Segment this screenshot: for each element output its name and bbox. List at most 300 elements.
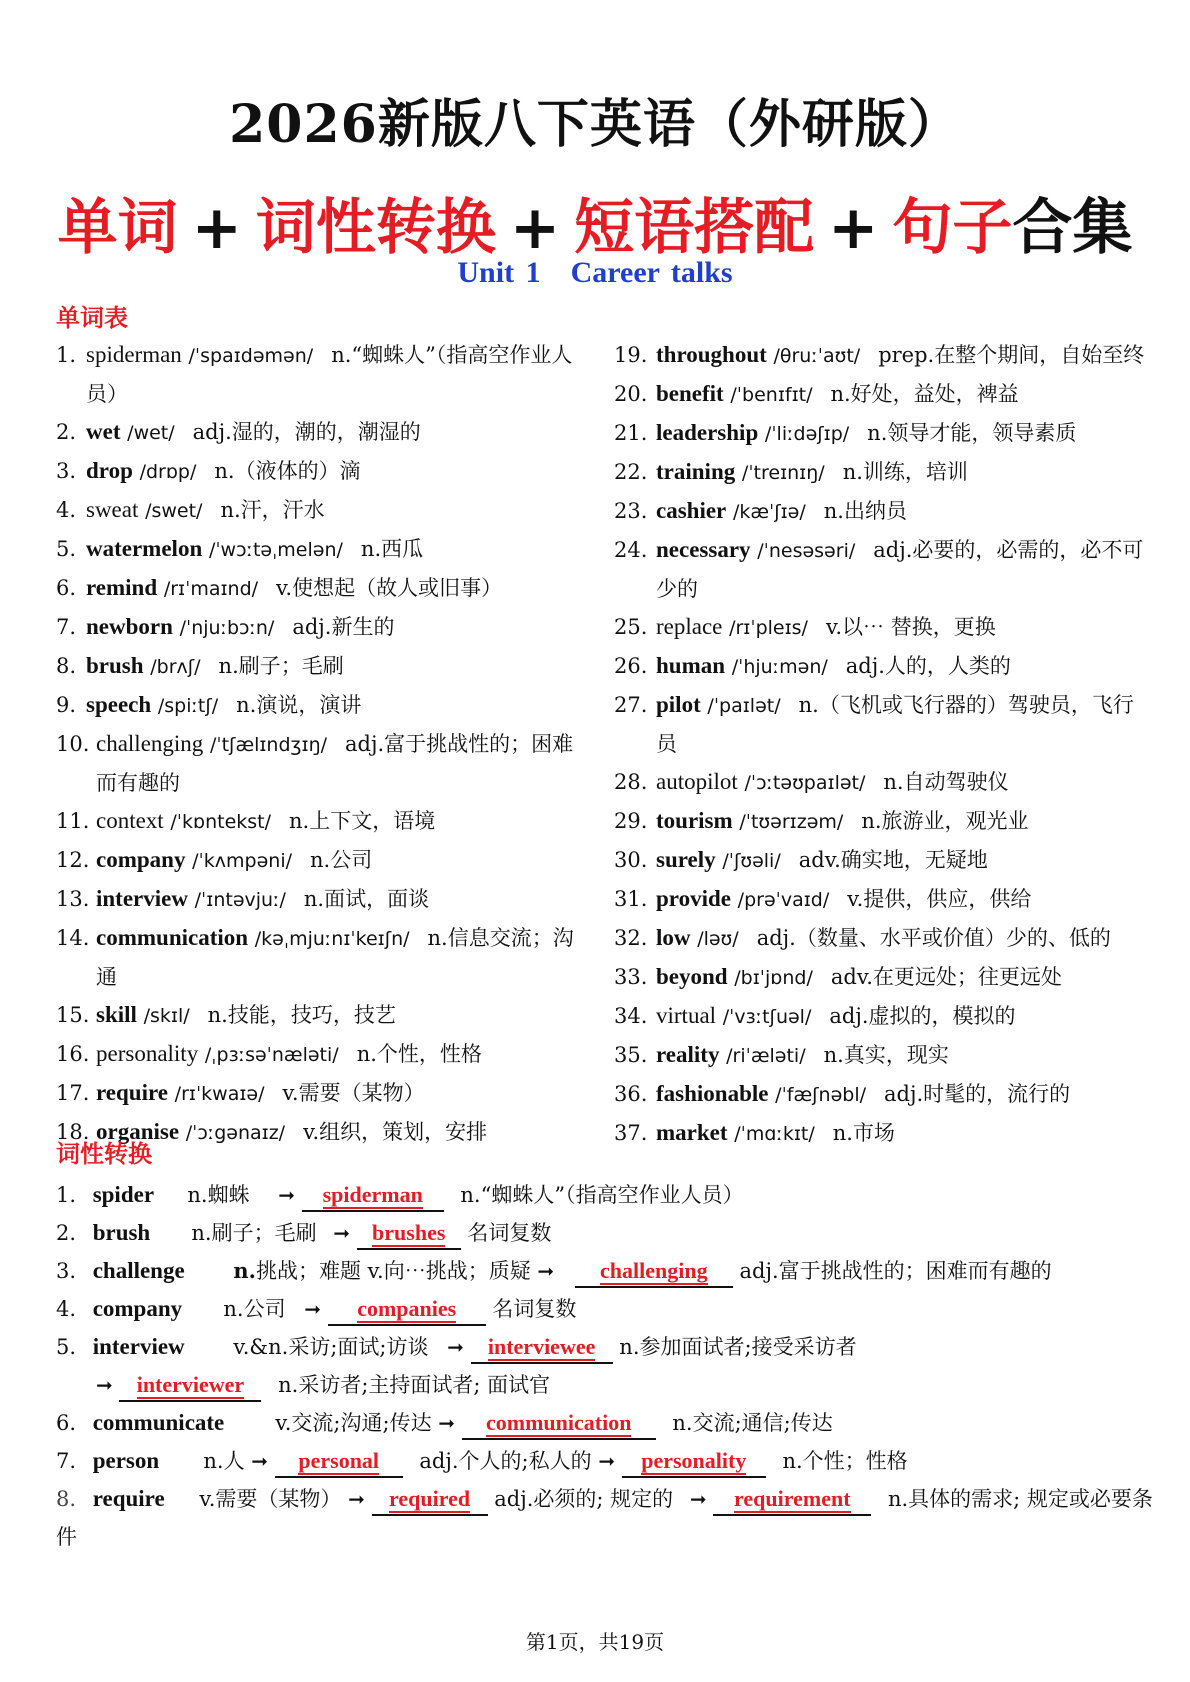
- vocab-entry: [656, 802, 1154, 841]
- vocab-entry: [656, 919, 1154, 958]
- item-number: 4.: [56, 498, 77, 522]
- answer-blank: [372, 1484, 488, 1516]
- arrow-icon: ➞: [333, 1221, 351, 1245]
- vocab-item: [614, 841, 1154, 880]
- answer-blank: [622, 1446, 766, 1478]
- vocab-phonetic: /ˈnjuːbɔːn/: [179, 617, 275, 639]
- item-number: 30.: [614, 848, 648, 872]
- item-number: 24.: [614, 538, 648, 562]
- vocab-definition: adj.新生的: [292, 615, 395, 639]
- wordform-definition: n.蜘蛛: [187, 1183, 250, 1207]
- vocab-entry: [656, 841, 1154, 880]
- vocab-item: [614, 802, 1154, 841]
- wordform-section-heading: 词性转换: [56, 1140, 152, 1168]
- wordform-list: [56, 1176, 1156, 1556]
- wordform-base-word: company: [92, 1296, 183, 1321]
- item-number: 19.: [614, 343, 648, 367]
- arrow-icon: ➞: [251, 1449, 269, 1473]
- item-number: 22.: [614, 460, 648, 484]
- answer-blank: [575, 1256, 733, 1288]
- item-number: 12.: [56, 848, 90, 872]
- wordform-tail: n.采访者;主持面试者; 面试官: [278, 1373, 551, 1397]
- vocab-word: personality: [96, 1041, 199, 1066]
- vocab-word: benefit: [656, 381, 724, 406]
- answer-text: spiderman: [322, 1182, 423, 1207]
- vocab-definition: n.（液体的）滴: [214, 459, 361, 483]
- vocab-phonetic: /ˈliːdəʃɪp/: [764, 423, 850, 445]
- item-number: 16.: [56, 1042, 90, 1066]
- vocab-entry: [86, 413, 586, 452]
- vocab-phonetic: /ˈɪntəvjuː/: [194, 889, 286, 911]
- vocab-entry: [656, 414, 1154, 453]
- vocab-entry: [96, 880, 586, 919]
- item-number: 2.: [56, 420, 77, 444]
- vocab-phonetic: /ˈtreɪnɪŋ/: [741, 462, 825, 484]
- vocab-item: [614, 531, 1154, 608]
- wordform-item-continued: [56, 1366, 1156, 1404]
- vocab-definition: n.“蜘蛛人”（指高空作业人员）: [86, 343, 573, 406]
- vocab-item: [56, 1035, 586, 1074]
- vocab-item: [56, 725, 586, 802]
- answer-text: challenging: [600, 1258, 708, 1283]
- answer-blank: [713, 1484, 871, 1516]
- wordform-tail: adj.富于挑战性的；困难而有趣的: [739, 1259, 1052, 1283]
- item-number: 15.: [56, 1003, 90, 1027]
- wordform-definition: v.交流;沟通;传达: [275, 1411, 432, 1435]
- vocab-entry: [86, 491, 586, 530]
- vocab-item: [614, 608, 1154, 647]
- item-number: 3.: [56, 459, 77, 483]
- vocab-word: reality: [656, 1042, 720, 1067]
- vocab-phonetic: /ˈʃʊəli/: [722, 850, 781, 872]
- wordform-item: [56, 1328, 1156, 1366]
- vocab-word: require: [96, 1080, 168, 1105]
- vocab-definition: n.好处，益处，裨益: [830, 382, 1019, 406]
- vocab-item: [56, 880, 586, 919]
- vocab-item: [56, 919, 586, 996]
- vocab-entry: [86, 452, 586, 491]
- vocab-phonetic: /swet/: [145, 500, 203, 522]
- vocab-definition: adj.虚拟的，模拟的: [829, 1004, 1016, 1028]
- vocab-word: drop: [86, 458, 133, 483]
- vocab-phonetic: /drɒp/: [139, 461, 197, 483]
- vocab-definition: n.领导才能，领导素质: [867, 421, 1077, 445]
- wordform-tail: n.参加面试者;接受采访者: [619, 1335, 857, 1359]
- vocab-definition: n.训练，培训: [842, 460, 968, 484]
- subtitle-part-phrases: 短语搭配: [574, 193, 815, 263]
- vocab-entry: [656, 1036, 1154, 1075]
- document-title: 2026新版八下英语（外研版）: [229, 94, 961, 155]
- answer-text: companies: [357, 1296, 457, 1321]
- vocab-phonetic: /prəˈvaɪd/: [737, 889, 830, 911]
- item-number: 25.: [614, 615, 648, 639]
- vocab-word: throughout: [656, 342, 767, 367]
- wordform-tail: 名词复数: [467, 1221, 552, 1245]
- answer-text: personality: [641, 1448, 747, 1473]
- item-number: 26.: [614, 654, 648, 678]
- answer-blank: [357, 1218, 461, 1250]
- vocab-phonetic: /ləʊ/: [697, 928, 739, 950]
- vocab-list-left: [56, 336, 586, 1152]
- unit-heading: [0, 256, 1190, 290]
- item-number: 5.: [56, 537, 77, 561]
- item-number: 32.: [614, 926, 648, 950]
- item-number: 28.: [614, 770, 648, 794]
- vocab-item: [56, 608, 586, 647]
- wordform-definition: n.公司: [223, 1297, 286, 1321]
- vocab-word: fashionable: [656, 1081, 769, 1106]
- vocab-phonetic: /brʌʃ/: [150, 656, 201, 678]
- vocab-definition: n.旅游业，观光业: [861, 809, 1029, 833]
- vocab-word: spiderman: [86, 342, 182, 367]
- vocab-word: watermelon: [86, 536, 203, 561]
- vocab-item: [56, 569, 586, 608]
- wordform-base-word: communicate: [92, 1410, 225, 1435]
- vocab-word: interview: [96, 886, 188, 911]
- arrow-icon: ➞: [348, 1487, 365, 1511]
- vocab-word: market: [656, 1120, 728, 1145]
- answer-text: required: [389, 1486, 471, 1511]
- wordform-item: [56, 1404, 1156, 1442]
- vocab-item: [614, 453, 1154, 492]
- vocab-item: [614, 1075, 1154, 1114]
- vocab-phonetic: /kəˌmjuːnɪˈkeɪʃn/: [254, 928, 410, 950]
- vocab-word: speech: [86, 692, 152, 717]
- vocab-word: skill: [96, 1002, 137, 1027]
- unit-name: Career talks: [570, 256, 733, 289]
- vocab-phonetic: /θruːˈaʊt/: [773, 345, 861, 367]
- vocab-phonetic: /ˈhjuːmən/: [731, 656, 828, 678]
- subtitle-plus-1: +: [191, 193, 242, 263]
- vocab-word: low: [656, 925, 691, 950]
- vocab-definition: n.上下文，语境: [289, 809, 436, 833]
- vocab-item: [614, 414, 1154, 453]
- unit-label: Unit 1: [457, 256, 541, 289]
- vocab-entry: [656, 647, 1154, 686]
- vocab-word: communication: [96, 925, 249, 950]
- vocab-word: training: [656, 459, 736, 484]
- vocab-word: leadership: [656, 420, 759, 445]
- vocab-definition: v.以⋯ 替换，更换: [825, 615, 996, 639]
- item-number: 29.: [614, 809, 648, 833]
- vocab-word: provide: [656, 886, 731, 911]
- wordform-item: [56, 1214, 1156, 1252]
- vocab-entry: [656, 880, 1154, 919]
- vocab-item: [56, 1074, 586, 1113]
- arrow-icon: ➞: [689, 1487, 707, 1511]
- item-number: 33.: [614, 965, 648, 989]
- vocab-phonetic: /rɪˈkwaɪə/: [174, 1083, 265, 1105]
- vocab-phonetic: /skɪl/: [143, 1005, 190, 1027]
- vocab-definition: adj.人的，人类的: [845, 654, 1011, 678]
- wordform-tail: adj.个人的;私人的: [419, 1449, 592, 1473]
- vocab-definition: v.需要（某物）: [282, 1081, 425, 1105]
- vocab-definition: n.面试，面谈: [303, 887, 430, 911]
- wordform-definition: v.&n.采访;面试;访谈: [233, 1335, 429, 1359]
- vocab-phonetic: /riˈæləti/: [726, 1045, 806, 1067]
- vocab-word: brush: [86, 653, 144, 678]
- vocab-phonetic: /bɪˈjɒnd/: [734, 967, 813, 989]
- vocab-entry: [656, 1075, 1154, 1114]
- wordform-item: [56, 1442, 1156, 1480]
- vocab-word: human: [656, 653, 726, 678]
- vocab-phonetic: /ˈbenɪfɪt/: [730, 384, 813, 406]
- vocab-word: context: [96, 808, 164, 833]
- wordform-definition: n.人: [203, 1449, 245, 1473]
- wordform-pos: n.: [233, 1258, 256, 1283]
- item-number: 2.: [56, 1221, 77, 1245]
- item-number: 4.: [56, 1297, 77, 1321]
- vocab-entry: [656, 453, 1154, 492]
- vocab-item: [614, 763, 1154, 802]
- item-number: 17.: [56, 1081, 90, 1105]
- vocab-entry: [656, 492, 1154, 531]
- vocab-entry: [656, 608, 1154, 647]
- arrow-icon: ➞: [598, 1449, 616, 1473]
- item-number: 21.: [614, 421, 648, 445]
- vocab-entry: [86, 530, 586, 569]
- vocab-phonetic: /ˈmɑːkɪt/: [734, 1123, 815, 1145]
- vocab-item: [56, 413, 586, 452]
- item-number: 7.: [56, 615, 77, 639]
- vocab-word: challenging: [96, 731, 204, 756]
- wordform-definition: n.刷子；毛刷: [191, 1221, 317, 1245]
- item-number: 18.: [56, 1120, 90, 1144]
- vocab-entry: [86, 686, 586, 725]
- vocab-definition: n.自动驾驶仪: [883, 770, 1009, 794]
- vocab-word: wet: [86, 419, 121, 444]
- wordform-base-word: require: [92, 1486, 165, 1511]
- item-number: 6.: [56, 576, 77, 600]
- vocab-definition: n.真实，现实: [823, 1043, 949, 1067]
- vocab-phonetic: /ˈɔːtəʊpaɪlət/: [744, 772, 866, 794]
- vocab-definition: n.公司: [310, 848, 373, 872]
- vocab-word: replace: [656, 614, 723, 639]
- subtitle-part-collection: 合集: [1012, 193, 1133, 263]
- vocab-item: [614, 375, 1154, 414]
- vocab-definition: n.西瓜: [360, 537, 424, 561]
- vocab-item: [56, 530, 586, 569]
- vocab-phonetic: /spiːtʃ/: [157, 695, 219, 717]
- vocab-item: [56, 996, 586, 1035]
- vocab-entry: [656, 375, 1154, 414]
- vocab-word: remind: [86, 575, 158, 600]
- wordform-definition: v.需要（某物）: [199, 1487, 342, 1511]
- wordform-base-word: challenge: [92, 1258, 185, 1283]
- vocab-word: tourism: [656, 808, 733, 833]
- vocab-phonetic: /ˈvɜːtʃuəl/: [722, 1006, 812, 1028]
- vocab-definition: n.信息交流；沟通: [96, 926, 574, 989]
- item-number: 34.: [614, 1004, 648, 1028]
- wordform-item: [56, 1480, 1156, 1556]
- vocab-entry: [96, 1113, 586, 1152]
- page-footer: 第1页，共19页: [525, 1630, 665, 1654]
- vocab-definition: n.汗，汗水: [220, 498, 325, 522]
- vocab-definition: v.组织，策划，安排: [303, 1120, 488, 1144]
- wordform-item: [56, 1290, 1156, 1328]
- vocab-word: surely: [656, 847, 716, 872]
- vocab-word: cashier: [656, 498, 727, 523]
- item-number: 14.: [56, 926, 90, 950]
- vocab-item: [56, 802, 586, 841]
- answer-blank: [302, 1180, 444, 1212]
- vocab-phonetic: /ˈkɒntekst/: [170, 811, 272, 833]
- vocab-phonetic: /ˈpaɪlət/: [707, 695, 781, 717]
- vocab-entry: [96, 1035, 586, 1074]
- vocab-definition: v.使想起（故人或旧事）: [276, 576, 503, 600]
- vocab-phonetic: /rɪˈmaɪnd/: [163, 578, 259, 600]
- wordform-base-word: person: [92, 1448, 160, 1473]
- vocab-phonetic: /ˈwɔːtəˌmelən/: [208, 539, 343, 561]
- vocab-phonetic: /ˈtʊərɪzəm/: [739, 811, 844, 833]
- vocab-phonetic: /wet/: [127, 422, 175, 444]
- subtitle-plus-3: +: [828, 193, 879, 263]
- vocab-definition: n.演说，演讲: [236, 693, 362, 717]
- vocab-entry: [656, 686, 1154, 763]
- item-number: 23.: [614, 499, 648, 523]
- vocab-entry: [96, 919, 586, 996]
- answer-blank: [275, 1446, 403, 1478]
- vocab-word: company: [96, 847, 186, 872]
- arrow-icon: ➞: [447, 1335, 464, 1359]
- item-number: 6.: [56, 1411, 77, 1435]
- vocab-item: [56, 841, 586, 880]
- wordform-tail: n.个性；性格: [782, 1449, 908, 1473]
- vocab-word: newborn: [86, 614, 173, 639]
- vocab-item: [56, 686, 586, 725]
- vocab-word: pilot: [656, 692, 701, 717]
- arrow-icon: ➞: [537, 1259, 555, 1283]
- vocab-definition: adv.在更远处；往更远处: [830, 965, 1062, 989]
- vocab-entry: [86, 336, 586, 413]
- answer-blank: [471, 1332, 613, 1364]
- arrow-icon: ➞: [278, 1183, 296, 1207]
- vocab-entry: [656, 336, 1154, 375]
- vocab-entry: [656, 763, 1154, 802]
- item-number: 3.: [56, 1259, 77, 1283]
- wordform-item: [56, 1176, 1156, 1214]
- item-number: 5.: [56, 1335, 77, 1359]
- vocab-phonetic: /rɪˈpleɪs/: [729, 617, 808, 639]
- answer-blank: [119, 1370, 261, 1402]
- vocab-phonetic: /ˈspaɪdəmən/: [188, 345, 314, 367]
- subtitle-plus-2: +: [509, 193, 561, 263]
- wordform-base-word: interview: [92, 1334, 185, 1359]
- vocab-item: [56, 647, 586, 686]
- wordform-base-word: spider: [92, 1182, 155, 1207]
- vocab-entry: [96, 802, 586, 841]
- answer-text: personal: [298, 1448, 380, 1473]
- vocab-entry: [96, 1074, 586, 1113]
- vocab-definition: v.提供，供应，供给: [847, 887, 1032, 911]
- answer-blank: [328, 1294, 486, 1326]
- vocab-definition: n.刷子；毛刷: [218, 654, 344, 678]
- vocab-word: virtual: [656, 1003, 717, 1028]
- vocab-entry: [96, 725, 586, 802]
- vocab-entry: [656, 997, 1154, 1036]
- wordform-definition: 挑战；难题 v.向⋯挑战；质疑: [255, 1259, 531, 1283]
- vocab-definition: n.技能，技巧，技艺: [207, 1003, 396, 1027]
- vocab-definition: n.出纳员: [823, 499, 907, 523]
- item-number: 10.: [56, 732, 90, 756]
- wordform-item: [56, 1252, 1156, 1290]
- vocab-definition: adj.必要的，必需的，必不可少的: [656, 538, 1144, 601]
- vocab-definition: n.个性，性格: [356, 1042, 482, 1066]
- item-number: 31.: [614, 887, 648, 911]
- answer-text: brushes: [372, 1220, 446, 1245]
- item-number: 9.: [56, 693, 77, 717]
- wordform-tail: adj.必须的; 规定的: [494, 1487, 674, 1511]
- item-number: 7.: [56, 1449, 77, 1473]
- vocab-item: [614, 492, 1154, 531]
- vocab-item: [614, 336, 1154, 375]
- vocab-definition: n.（飞机或飞行器的）驾驶员，飞行员: [656, 693, 1134, 756]
- item-number: 20.: [614, 382, 648, 406]
- wordform-base-word: brush: [92, 1220, 151, 1245]
- vocab-definition: adj.（数量、水平或价值）少的、低的: [756, 926, 1111, 950]
- subtitle-part-sentences: 句子: [892, 193, 1013, 263]
- subtitle-part-words: 单词: [57, 193, 178, 263]
- wordform-tail: n.交流;通信;传达: [672, 1411, 833, 1435]
- vocab-item: [614, 997, 1154, 1036]
- item-number: 11.: [56, 809, 90, 833]
- wordform-tail: n.具体的需求; 规定或必要条件: [56, 1487, 1153, 1549]
- vocab-item: [614, 958, 1154, 997]
- item-number: 35.: [614, 1043, 648, 1067]
- item-number: 8.: [56, 1487, 77, 1511]
- vocab-entry: [656, 531, 1154, 608]
- vocab-section-heading: 单词表: [56, 304, 128, 332]
- answer-text: requirement: [734, 1486, 851, 1511]
- item-number: 8.: [56, 654, 77, 678]
- answer-text: communication: [485, 1410, 632, 1435]
- vocab-phonetic: /ˈɔːgənaɪz/: [185, 1122, 286, 1144]
- wordform-tail: 名词复数: [492, 1297, 577, 1321]
- subtitle-part-wordforms: 词性转换: [255, 193, 496, 263]
- vocab-item: [56, 452, 586, 491]
- vocab-phonetic: /kæˈʃɪə/: [732, 501, 806, 523]
- vocab-phonetic: /ˈnesəsəri/: [757, 540, 856, 562]
- vocab-item: [614, 1114, 1154, 1153]
- vocab-item: [614, 880, 1154, 919]
- answer-text: interviewer: [136, 1372, 245, 1397]
- vocab-definition: adv.确实地，无疑地: [798, 848, 988, 872]
- vocab-entry: [656, 1114, 1154, 1153]
- item-number: 27.: [614, 693, 648, 717]
- document-subtitle: [0, 180, 1190, 266]
- vocab-phonetic: /ˈtʃælɪndʒɪŋ/: [209, 734, 328, 756]
- vocab-word: sweat: [86, 497, 139, 522]
- vocab-definition: n.市场: [832, 1121, 895, 1145]
- vocab-list-right: [614, 336, 1154, 1153]
- vocab-item: [614, 647, 1154, 686]
- vocab-item: [56, 491, 586, 530]
- vocab-phonetic: /ˌpɜːsəˈnæləti/: [204, 1044, 339, 1066]
- vocab-item: [56, 336, 586, 413]
- vocab-definition: prep.在整个期间，自始至终: [878, 343, 1145, 367]
- item-number: 13.: [56, 887, 90, 911]
- vocab-word: necessary: [656, 537, 751, 562]
- vocab-word: beyond: [656, 964, 728, 989]
- item-number: 1.: [56, 1183, 77, 1207]
- vocab-entry: [86, 608, 586, 647]
- wordform-tail: n.“蜘蛛人”（指高空作业人员）: [460, 1183, 744, 1207]
- vocab-word: organise: [96, 1119, 180, 1144]
- item-number: 1.: [56, 343, 77, 367]
- vocab-word: autopilot: [656, 769, 738, 794]
- answer-text: interviewee: [487, 1334, 596, 1359]
- arrow-icon: ➞: [304, 1297, 322, 1321]
